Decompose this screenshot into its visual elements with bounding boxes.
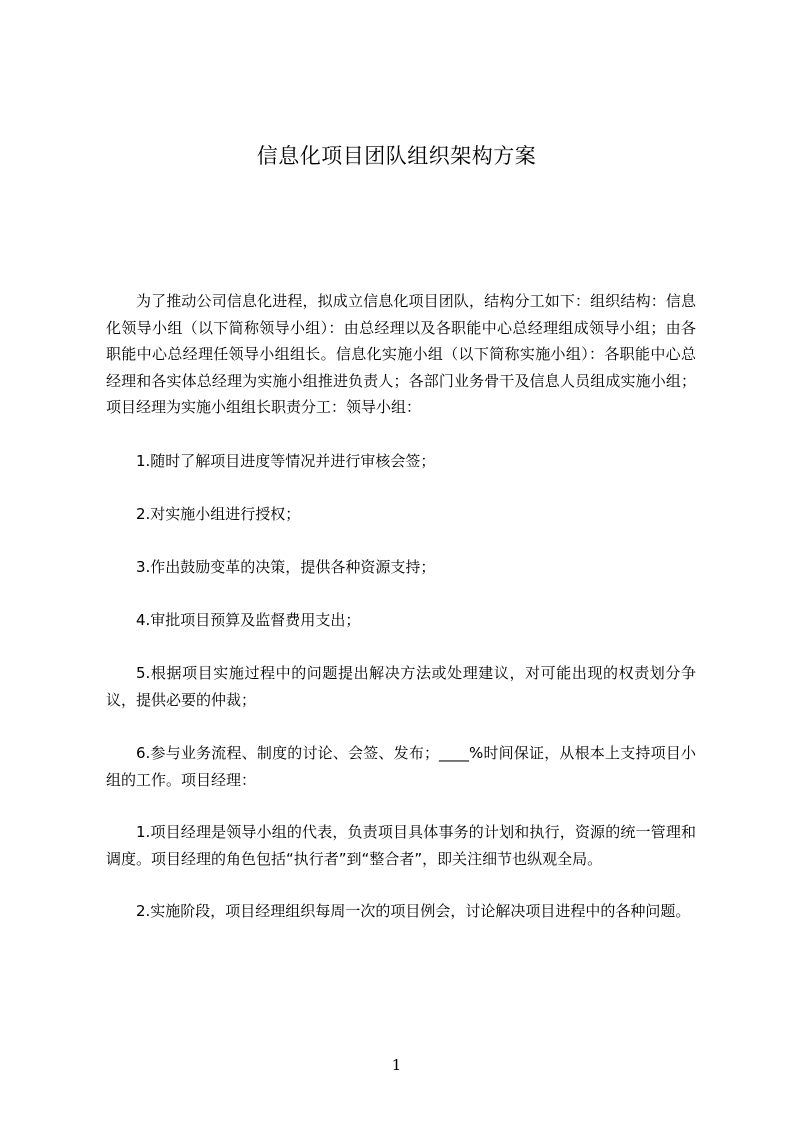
leadership-duty-4: 4.审批项目预算及监督费用支出； [136,611,361,629]
leadership-duty-5: 5.根据项目实施过程中的问题提出解决方法或处理建议，对可能出现的权责划分争议，提供必要的仲裁； [106,664,696,709]
project-manager-duty-1: 1.项目经理是领导小组的代表，负责项目具体事务的计划和执行，资源的统一管理和调度。项目经理的角色包括“执行者”到“整合者”，即关注细节也纵观全局。 [106,823,696,868]
leadership-duty-2: 2.对实施小组进行授权； [136,505,301,523]
leadership-duty-1: 1.随时了解项目进度等情况并进行审核会签； [136,452,436,470]
page-number: 1 [391,1056,402,1074]
document-title: 信息化项目团队组织架构方案 [256,144,537,168]
leadership-duty-6: 6.参与业务流程、制度的讨论、会签、发布；____%时间保证，从根本上支持项目小组的工作。项目经理： [106,744,696,789]
leadership-duty-3: 3.作出鼓励变革的决策，提供各种资源支持； [136,558,436,576]
intro-paragraph: 为了推动公司信息化进程，拟成立信息化项目团队，结构分工如下：组织结构：信息化领导小组（以下简称领导小组）：由总经理以及各职能中心总经理组成领导小组；由各职能中心总经理任领导小组组长。信息化实施小组（以下简称实施小组）：各职能中心总经理和各实体总经理为实施小组推进负责人；各部门业务骨干及信息人员组成实施小组；项目经理为实施小组组长职责分工：领导小组： [106,292,696,416]
project-manager-duty-2: 2.实施阶段，项目经理组织每周一次的项目例会，讨论解决项目进程中的各种问题。 [136,902,691,920]
